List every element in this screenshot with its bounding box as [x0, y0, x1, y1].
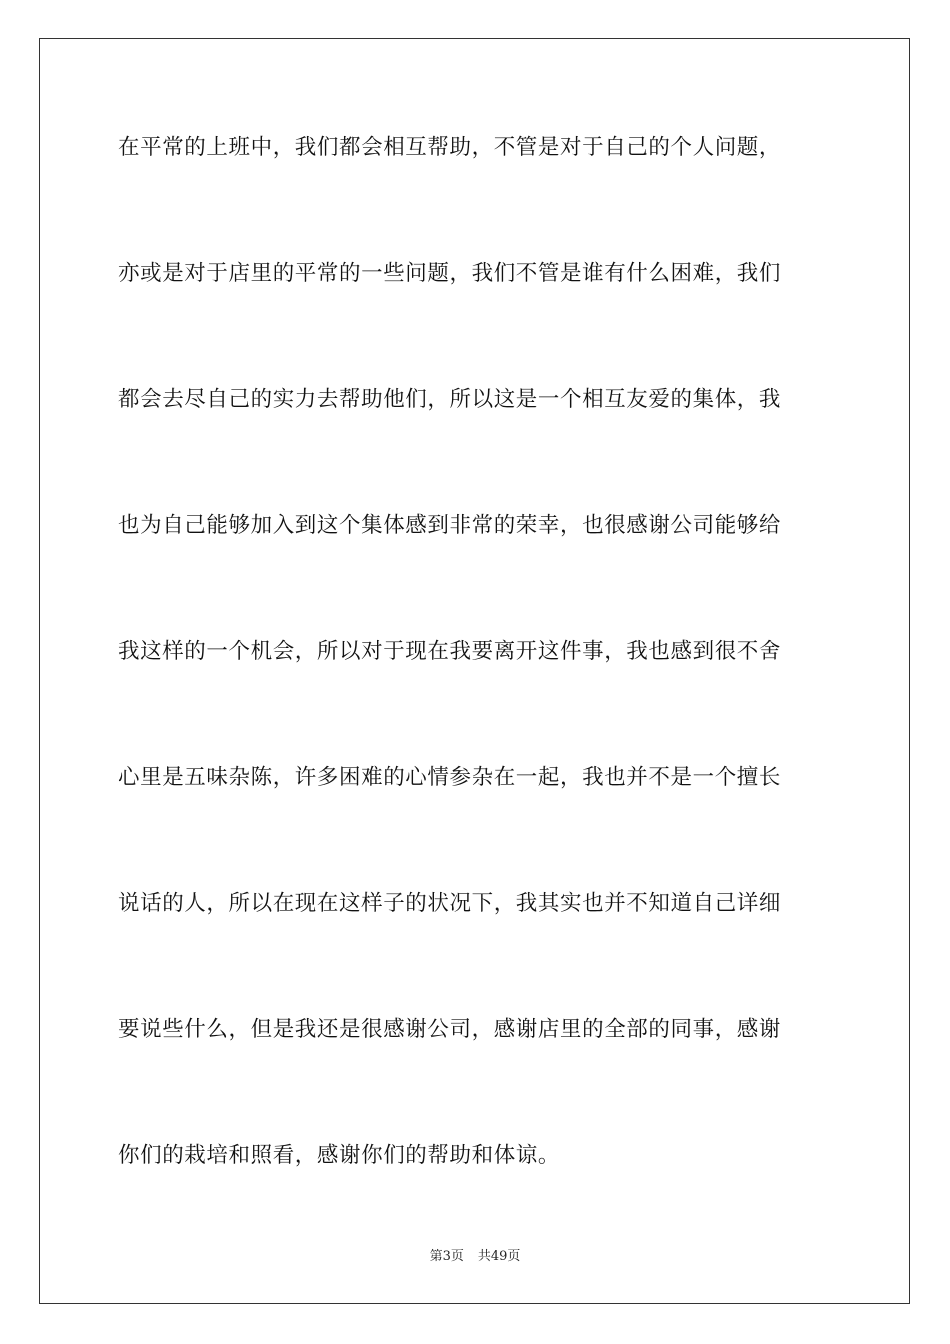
text-line: 都会去尽自己的实力去帮助他们，所以这是一个相互友爱的集体，我	[118, 387, 782, 412]
page-footer	[0, 1248, 950, 1266]
text-line: 也为自己能够加入到这个集体感到非常的荣幸，也很感谢公司能够给	[118, 513, 782, 538]
page-number: 第3页	[429, 1249, 464, 1264]
text-line: 说话的人，所以在现在这样子的状况下，我其实也并不知道自己详细	[118, 891, 782, 916]
text-line: 在平常的上班中，我们都会相互帮助，不管是对于自己的个人问题，	[118, 135, 782, 160]
document-body	[118, 131, 834, 1265]
text-line: 要说些什么，但是我还是很感谢公司，感谢店里的全部的同事，感谢	[118, 1017, 782, 1042]
text-line: 亦或是对于店里的平常的一些问题，我们不管是谁有什么困难，我们	[118, 261, 782, 286]
page-total: 共49页	[477, 1249, 521, 1264]
text-line: 心里是五味杂陈，许多困难的心情参杂在一起，我也并不是一个擅长	[118, 765, 782, 790]
text-line: 我这样的一个机会，所以对于现在我要离开这件事，我也感到很不舍	[118, 639, 782, 664]
text-line: 你们的栽培和照看，感谢你们的帮助和体谅。	[118, 1143, 561, 1168]
